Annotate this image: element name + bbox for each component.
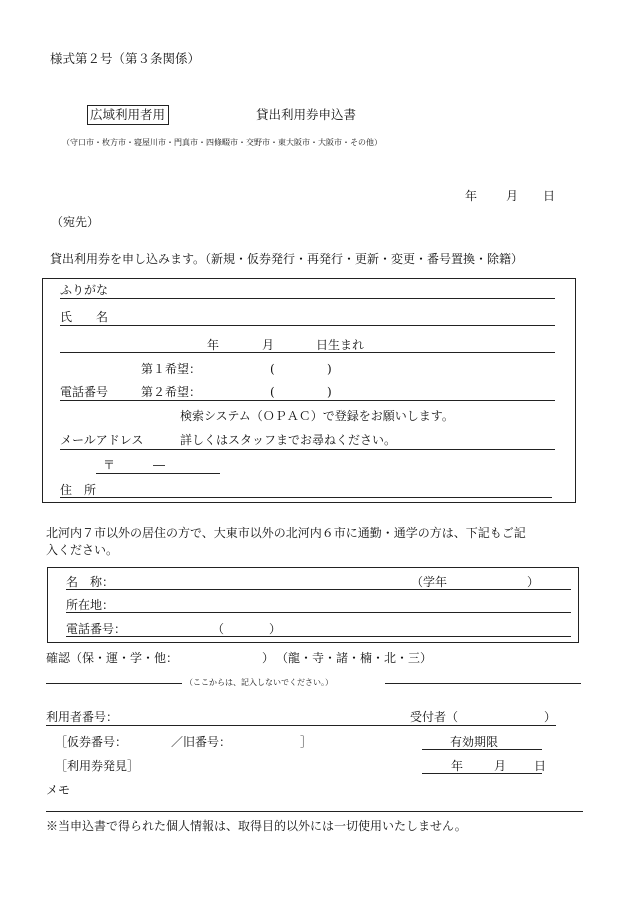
privacy-note: ※当申込書で得られた個人情報は、取得目的以外には一切使用いたしません。 [46, 819, 467, 833]
grade-open: （学年 [411, 575, 448, 589]
confirm-options: （龍・寺・諸・楠・北・三） [276, 651, 433, 665]
date-year: 年 [465, 189, 478, 203]
birth-field[interactable] [60, 352, 555, 353]
intro-text: 貸出利用券を申し込みます。（新規・仮券発行・再発行・更新・変更・番号置換・除籍） [50, 252, 524, 266]
expiry-date-field[interactable] [422, 773, 542, 774]
expiry-label: 有効期限 [450, 735, 499, 749]
location-field[interactable] [66, 612, 571, 613]
divider-left [46, 683, 182, 684]
postal-field[interactable] [96, 473, 220, 474]
date-day: 日 [543, 189, 556, 203]
memo-label: メモ [46, 783, 71, 797]
phone-pref1-label: 第１希望： [141, 362, 202, 376]
expiry-month: 月 [494, 759, 507, 773]
phone-pref1-open: ( [270, 362, 275, 376]
commuter-note-line1: 北河内７市以外の居住の方で、大東市以外の北河内６市に通勤・通学の方は、下記もご記 [46, 526, 526, 540]
name-label: 氏 名 [60, 310, 109, 324]
commuter-phone-label: 電話番号： [66, 622, 127, 636]
expiry-year: 年 [451, 759, 464, 773]
birth-day: 日生まれ [316, 338, 365, 352]
confirm-label: 確認（保・運・学・他： [46, 651, 179, 665]
date-month: 月 [506, 189, 519, 203]
furigana-label: ふりがな [60, 283, 109, 297]
receiver-label: 受付者（ [410, 710, 459, 724]
card-found-label: ［利用券発見］ [55, 759, 140, 773]
email-field[interactable] [60, 449, 555, 450]
phone-pref2-open: ( [270, 385, 275, 399]
confirm-close: ） [262, 651, 275, 665]
opac-note: 検索システム（ＯＰＡＣ）で登録をお願いします。 [180, 409, 454, 423]
commuter-phone-open: （ [212, 622, 225, 636]
divider-text: （ここからは、記入しないでください。） [185, 678, 333, 687]
bracket-close: ］ [300, 735, 313, 749]
expiry-underline [422, 749, 542, 750]
old-number-label: ／旧番号： [171, 735, 232, 749]
commuter-box [47, 567, 579, 643]
user-number-label: 利用者番号： [46, 710, 119, 724]
birth-year: 年 [207, 338, 220, 352]
receiver-close: ） [544, 710, 557, 724]
birth-month: 月 [262, 338, 275, 352]
address-label: 住 所 [60, 483, 97, 497]
commuter-phone-field[interactable] [66, 636, 571, 637]
phone-field[interactable] [60, 400, 555, 401]
phone-pref2-label: 第２希望： [141, 385, 202, 399]
addressee: （宛先） [51, 215, 100, 229]
postal-mark: 〒 [103, 458, 116, 472]
commuter-phone-close: ） [269, 622, 282, 636]
badge-label: 広域利用者用 [90, 107, 166, 122]
grade-close: ） [527, 575, 540, 589]
phone-label: 電話番号 [60, 385, 109, 399]
furigana-field[interactable] [60, 298, 555, 299]
name-field[interactable] [60, 325, 555, 326]
memo-field[interactable] [46, 811, 583, 812]
expiry-day: 日 [534, 759, 547, 773]
cities-list: （守口市・枚方市・寝屋川市・門真市・四條畷市・交野市・東大阪市・大阪市・その他） [62, 138, 382, 147]
location-label: 所在地： [66, 598, 115, 612]
page-title: 貸出利用券申込書 [256, 107, 357, 122]
address-field[interactable] [60, 497, 552, 498]
applicant-box [42, 278, 576, 503]
commuter-note-line2: 入ください。 [46, 543, 119, 557]
email-note: 詳しくはスタッフまでお尋ねください。 [180, 433, 397, 447]
phone-pref2-close: ) [327, 385, 332, 399]
divider-right [385, 683, 581, 684]
temp-number-label: ［仮券番号： [55, 735, 128, 749]
user-number-field[interactable] [46, 725, 556, 726]
phone-pref1-close: ) [327, 362, 332, 376]
form-number: 様式第２号（第３条関係） [50, 51, 201, 66]
org-name-label: 名 称： [66, 575, 115, 589]
postal-dash: ― [153, 458, 165, 472]
email-label: メールアドレス [60, 433, 144, 447]
org-name-field[interactable] [66, 589, 571, 590]
